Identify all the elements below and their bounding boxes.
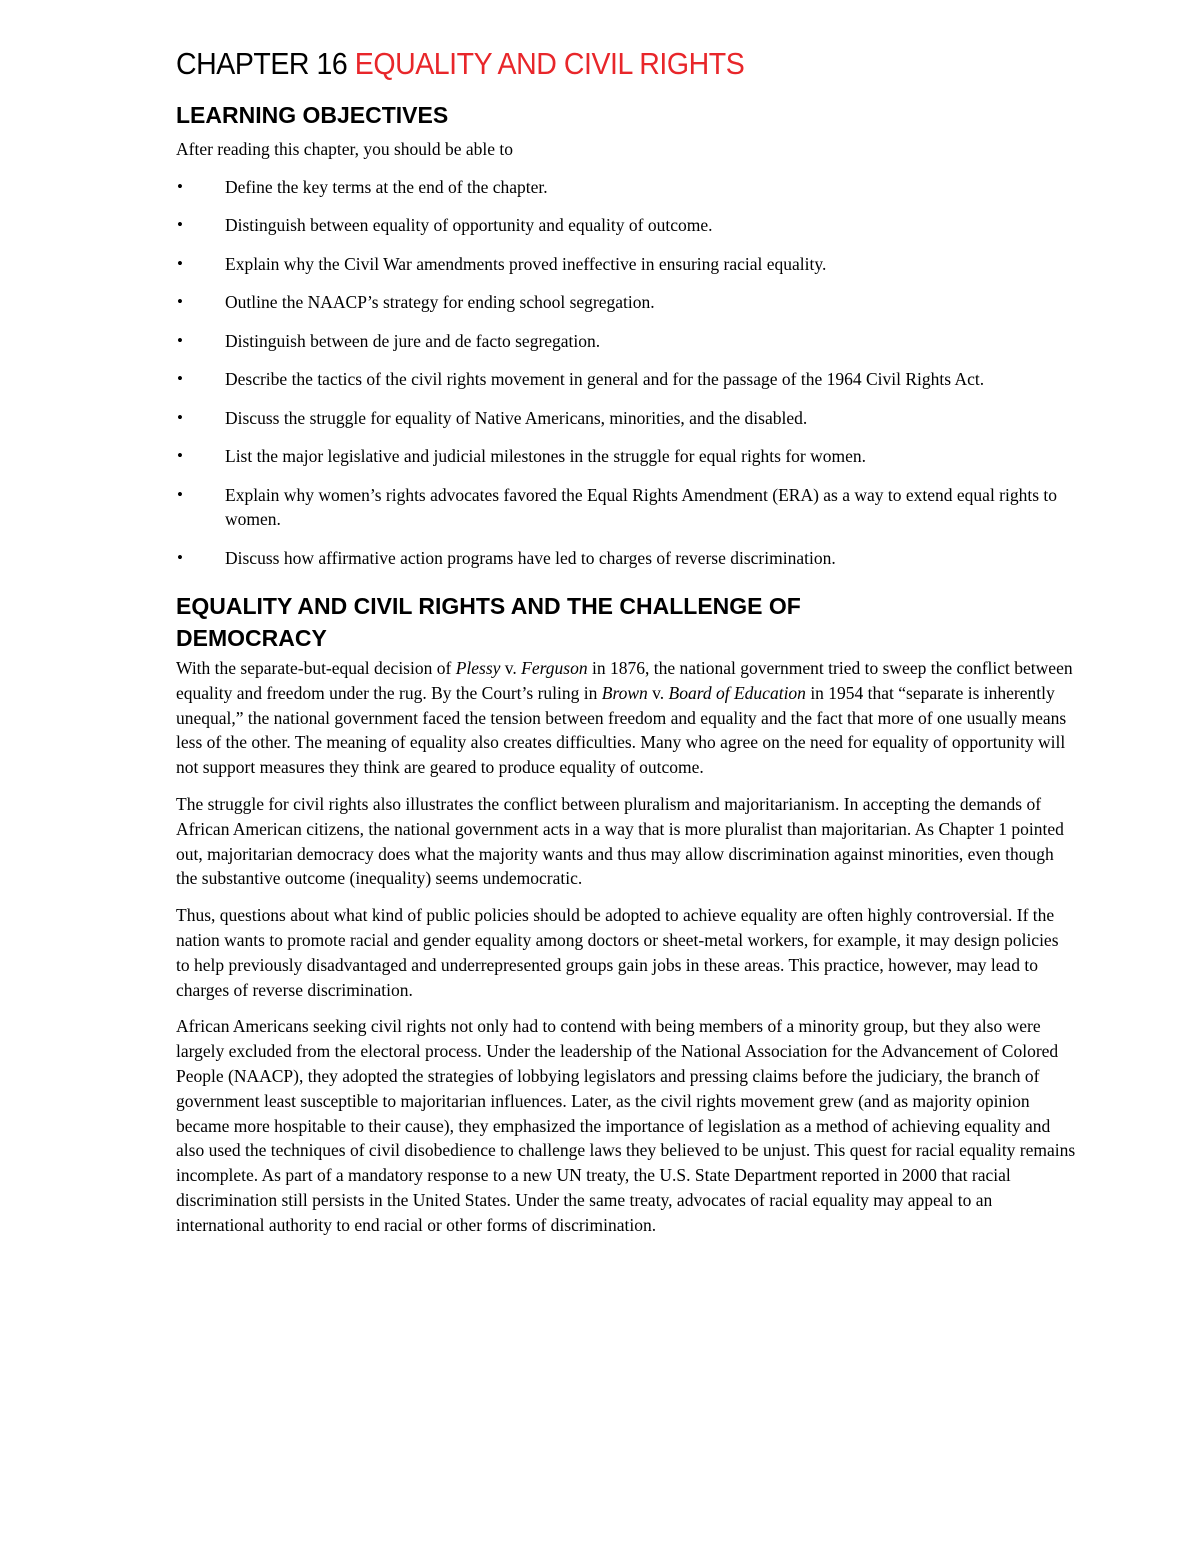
bullet-icon: •: [177, 215, 183, 234]
list-item: [176, 252, 1076, 277]
list-item: [176, 213, 1076, 238]
objective-text: Distinguish between de jure and de facto segregation.: [225, 330, 601, 351]
objective-text: Describe the tactics of the civil rights movement in general and for the passage of the 1964 Civil Rights Act.: [225, 369, 985, 389]
text-run: With the separate-but-equal decision of: [176, 658, 456, 678]
body-paragraph-2: The struggle for civil rights also illustrates the conflict between pluralism and majoritarianism. In accepting the demands of African American citizens, the national government acts in a way that is more pluralist than majoritarian. As Chapter 1 pointed out, majoritarian democracy does what the majority wants and thus may allow discrimination against minorities, even though the substantive outcome (inequality) seems undemocratic.: [176, 793, 1064, 889]
objective-text: Explain why women’s rights advocates favored the Equal Rights Amendment (ERA) as a way to extend equal rights to women.: [225, 484, 1058, 529]
list-item: [176, 329, 1076, 354]
objective-text: Discuss the struggle for equality of Native Americans, minorities, and the disabled.: [225, 407, 808, 428]
text-run: v.: [500, 658, 522, 678]
chapter-title: [176, 44, 1004, 84]
section-heading: EQUALITY AND CIVIL RIGHTS AND THE CHALLENGE OF DEMOCRACY: [176, 593, 801, 651]
body-paragraph-4: African Americans seeking civil rights not only had to contend with being members of a minority group, but they also were largely excluded from the electoral process. Under the leadership of the National Association for the Advancement of Colored People (NAACP), they adopted the strategies of lobbying legislators and pressing claims before the judiciary, the branch of government least susceptible to majoritarian influences. Later, as the civil rights movement grew (and as majority opinion became more hospitable to their cause), they emphasized the importance of legislation as a method of achieving equality and also used the techniques of civil disobedience to challenge laws they believed to be unjust. This quest for racial equality remains incomplete. As part of a mandatory response to a new UN treaty, the U.S. State Department reported in 2000 that racial discrimination still persists in the United States. Under the same treaty, advocates of racial equality may appeal to an international authority to end racial or other forms of discrimination.: [176, 1016, 1076, 1235]
list-item: [176, 406, 1076, 431]
objective-text: Discuss how affirmative action programs have led to charges of reverse discrimination.: [225, 547, 836, 568]
learning-objectives-heading: LEARNING OBJECTIVES: [176, 102, 449, 128]
chapter-number: CHAPTER 16: [176, 46, 355, 81]
list-item: [176, 290, 1076, 315]
body-paragraph-1: [176, 656, 1076, 780]
bullet-icon: •: [177, 484, 183, 504]
case-name: Brown: [601, 682, 648, 703]
bullet-icon: •: [177, 446, 183, 465]
list-item: [176, 483, 1076, 532]
objective-text: Explain why the Civil War amendments proved ineffective in ensuring racial equality.: [225, 253, 827, 274]
objective-text: Outline the NAACP’s strategy for ending school segregation.: [225, 292, 655, 312]
body-paragraph-3: Thus, questions about what kind of public policies should be adopted to achieve equality are often highly controversial. If the nation wants to promote racial and gender equality among doctors or sheet-metal workers, for example, it may design policies to help previously disadvantaged and underrepresented groups gain jobs in these areas. This practice, however, may lead to charges of reverse discrimination.: [176, 905, 1059, 1000]
list-item: [176, 546, 1076, 571]
list-item: [176, 175, 1076, 200]
text-run: in 1954 that “separate is inherently unequal,” the national government faced the tension between freedom and equality and the fact that more of one usually means less of the other. The meaning of equality also creates difficulties. Many who agree on the need for equality of opportunity will not support measures they think are geared to produce equality of outcome.: [176, 682, 1067, 778]
case-name: Plessy: [455, 658, 501, 678]
bullet-icon: •: [177, 369, 183, 388]
chapter-name: EQUALITY AND CIVIL RIGHTS: [354, 46, 745, 81]
case-name: Ferguson: [521, 658, 588, 678]
objective-text: Define the key terms at the end of the chapter.: [225, 176, 548, 197]
bullet-icon: •: [177, 547, 183, 567]
bullet-icon: •: [177, 330, 183, 350]
document-page: [176, 44, 1076, 1250]
list-item: [176, 367, 1076, 392]
text-run: in 1876, the national government tried to sweep the conflict between equality and freedom under the rug. By the Court’s ruling in: [176, 658, 1073, 703]
objectives-intro: After reading this chapter, you should be able to: [176, 139, 514, 159]
bullet-icon: •: [177, 407, 183, 427]
case-name: Board of Education: [668, 682, 806, 703]
bullet-icon: •: [177, 292, 183, 311]
bullet-icon: •: [177, 253, 183, 273]
text-run: v.: [647, 682, 669, 703]
list-item: [176, 444, 1076, 469]
objective-text: List the major legislative and judicial milestones in the struggle for equal rights for women.: [225, 446, 867, 466]
objectives-list: [176, 175, 1076, 571]
bullet-icon: •: [177, 176, 183, 196]
objective-text: Distinguish between equality of opportunity and equality of outcome.: [225, 215, 713, 235]
